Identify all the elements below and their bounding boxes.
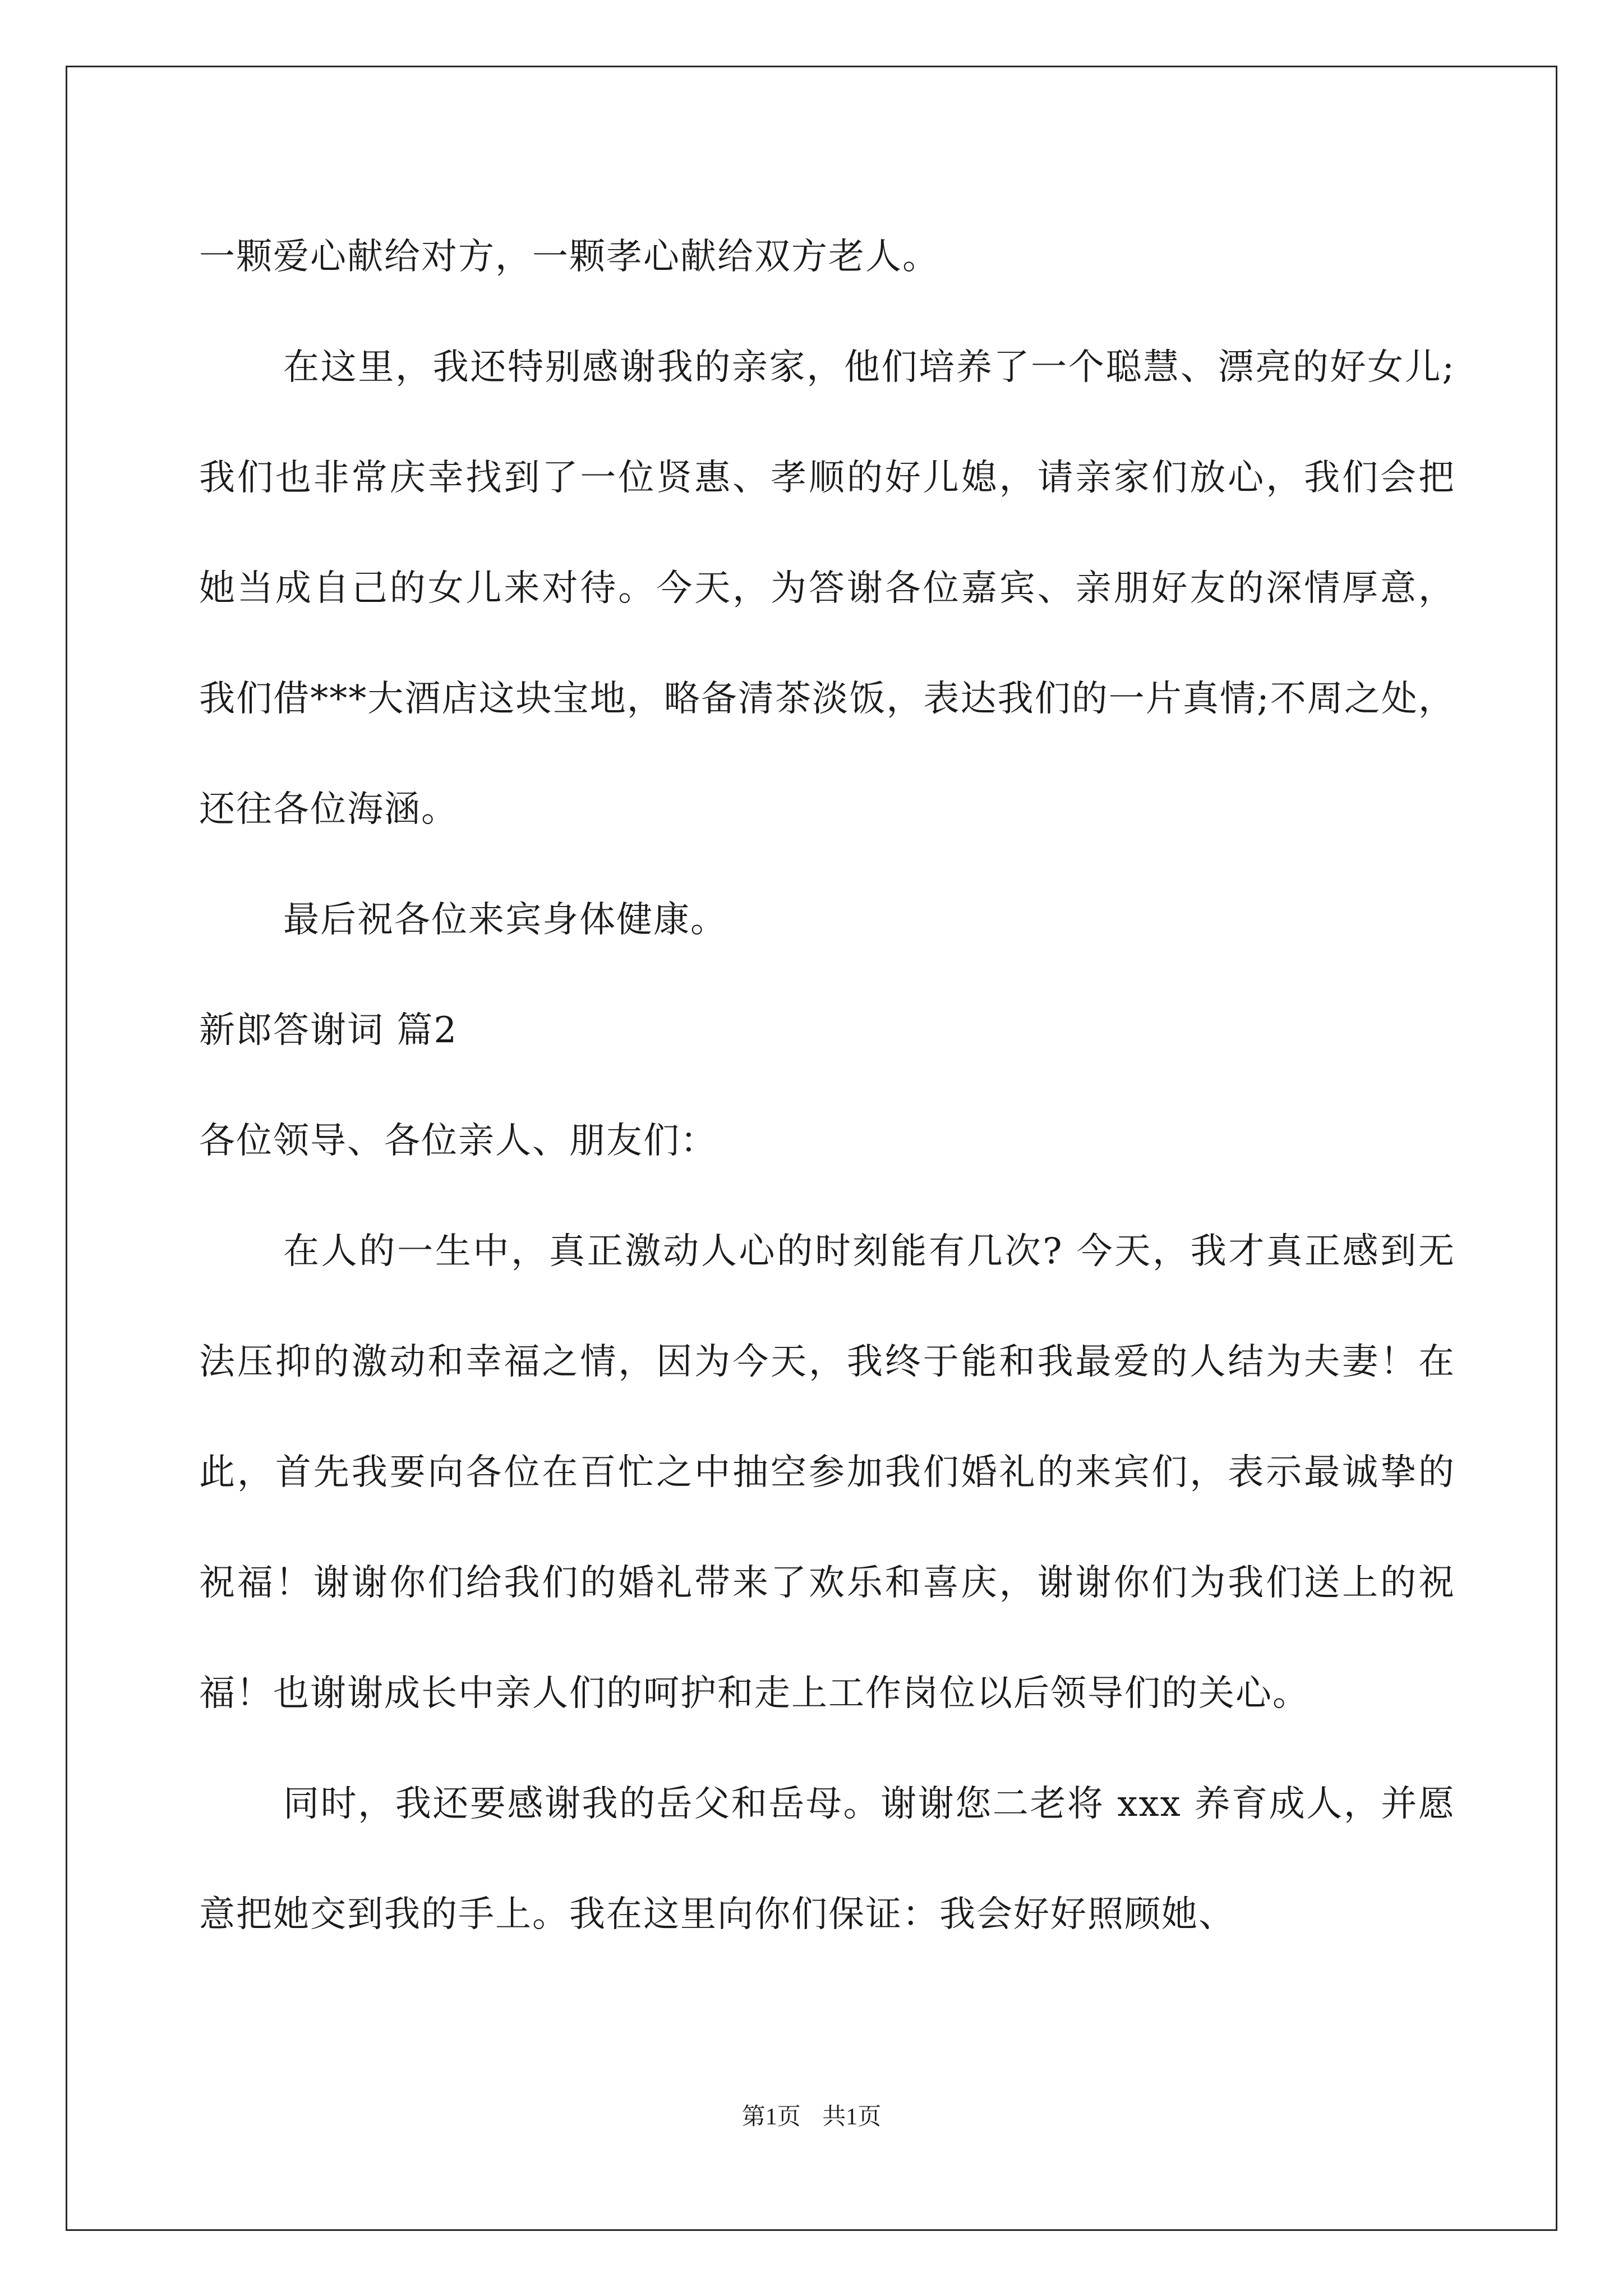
page-total: 共1页 (822, 2104, 882, 2130)
paragraph-2: 在这里，我还特别感谢我的亲家，他们培养了一个聪慧、漂亮的好女儿;我们也非常庆幸找到了一位贤惠、孝顺的好儿媳，请亲家们放心，我们会把她当成自己的女儿来对待。今天，为答谢各位嘉宾、亲朋好友的深情厚意，我们借***大酒店这块宝地，略备清茶淡饭，表达我们的一片真情;不周之处，还往各位海涵。 (199, 347, 1455, 830)
document-body (199, 202, 1455, 1970)
page-number: 第1页 (741, 2104, 801, 2130)
paragraph-7: 同时，我还要感谢我的岳父和岳母。谢谢您二老将 xxx 养育成人，并愿意把她交到我的手上。我在这里向你们保证：我会好好照顾她、 (199, 1783, 1455, 1935)
page-footer (0, 2098, 1623, 2132)
section-heading: 新郎答谢词 篇2 (199, 1010, 458, 1051)
paragraph-3: 最后祝各位来宾身体健康。 (283, 899, 727, 941)
salutation: 各位领导、各位亲人、朋友们： (199, 1120, 717, 1162)
paragraph-1: 一颗爱心献给对方，一颗孝心献给双方老人。 (199, 236, 939, 278)
paragraph-6: 在人的一生中，真正激动人心的时刻能有几次? 今天，我才真正感到无法压抑的激动和幸福之情，因为今天，我终于能和我最爱的人结为夫妻！在此，首先我要向各位在百忙之中抽空参加我们婚礼的来宾们，表示最诚挚的祝福！谢谢你们给我们的婚礼带来了欢乐和喜庆，谢谢你们为我们送上的祝福！也谢谢成长中亲人们的呵护和走上工作岗位以后领导们的关心。 (199, 1231, 1455, 1714)
